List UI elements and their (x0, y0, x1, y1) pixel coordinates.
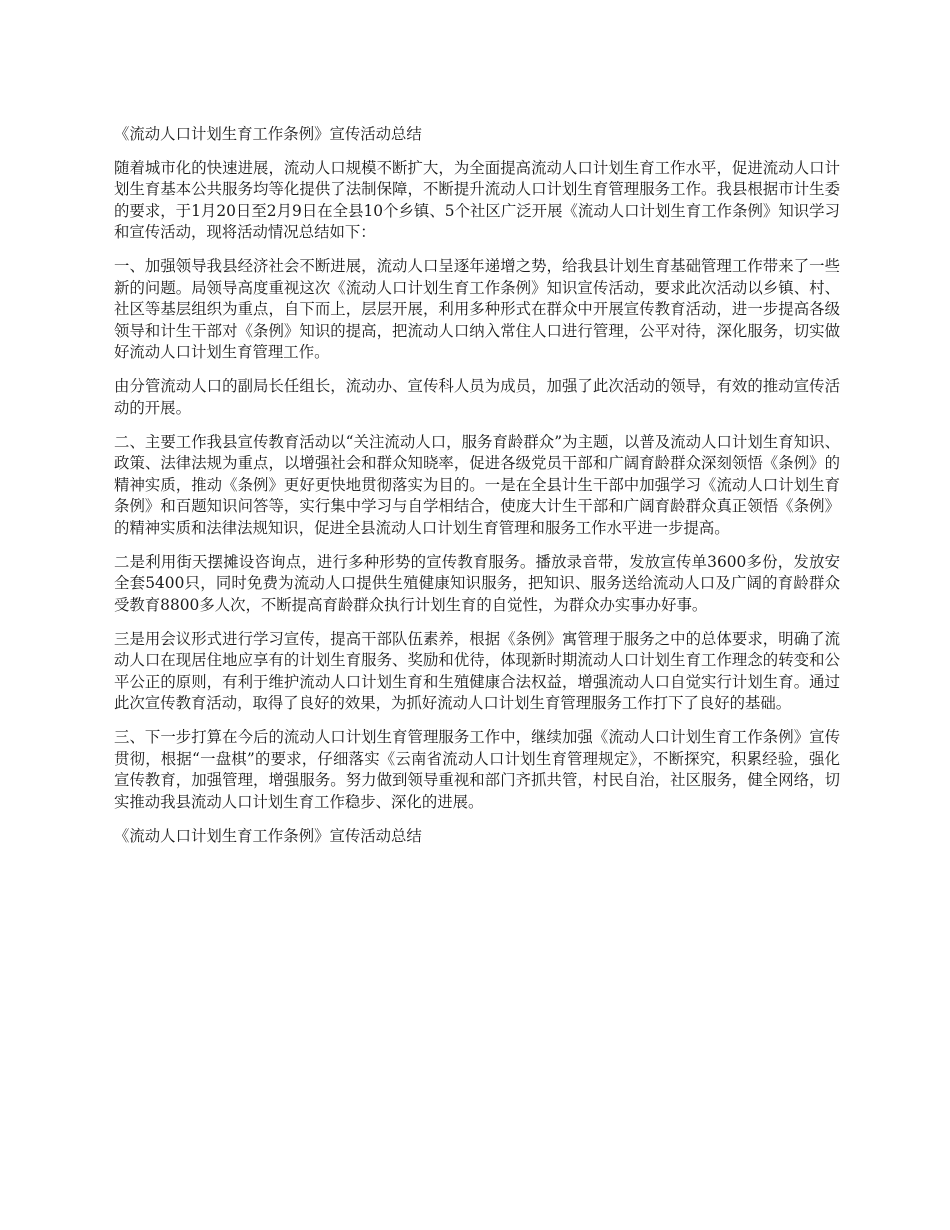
paragraph-section-leadership: 一、加强领导我县经济社会不断进展，流动人口呈逐年递增之势，给我县计划生育基础管理工作带来了一些新的问题。局领导高度重视这次《流动人口计划生育工作条例》知识宣传活动，要求此次活动以乡镇、村、社区等基层组织为重点，自下而上，层层开展，利用多种形式在群众中开展宣传教育活动，进一步提高各级领导和计生干部对《条例》知识的提高，把流动人口纳入常住人口进行管理，公平对待，深化服务，切实做好流动人口计划生育管理工作。 (114, 257, 840, 361)
paragraph-intro: 随着城市化的快速进展，流动人口规模不断扩大，为全面提高流动人口计划生育工作水平，促进流动人口计划生育基本公共服务均等化提供了法制保障，不断提升流动人口计划生育管理服务工作。我县根据市计生委的要求，于1月20日至2月9日在全县10个乡镇、5个社区广泛开展《流动人口计划生育工作条例》知识学习和宣传活动，现将活动情况总结如下： (114, 158, 840, 241)
paragraph-meeting-study: 三是用会议形式进行学习宣传，提高干部队伍素养，根据《条例》寓管理于服务之中的总体要求，明确了流动人口在现居住地应享有的计划生育服务、奖励和优待，体现新时期流动人口计划生育工作理念的转变和公平公正的原则，有利于维护流动人口计划生育和生殖健康合法权益，增强流动人口自觉实行计划生育。通过此次宣传教育活动，取得了良好的效果，为抓好流动人口计划生育管理服务工作打下了良好的基础。 (114, 629, 840, 712)
paragraph-leadership-group: 由分管流动人口的副局长任组长，流动办、宣传科人员为成员，加强了此次活动的领导，有效的推动宣传活动的开展。 (114, 377, 840, 417)
paragraph-street-consulting: 二是利用街天摆摊设咨询点，进行多种形势的宣传教育服务。播放录音带，发放宣传单3600多份，发放安全套5400只，同时免费为流动人口提供生殖健康知识服务，把知识、服务送给流动人口及广阔的育龄群众受教育8800多人次，不断提高育龄群众执行计划生育的自觉性，为群众办实事办好事。 (114, 552, 840, 614)
document-title: 《流动人口计划生育工作条例》宣传活动总结 (114, 125, 422, 143)
document-page (114, 124, 840, 847)
paragraph-section-next-steps: 三、下一步打算在今后的流动人口计划生育管理服务工作中，继续加强《流动人口计划生育工作条例》宣传贯彻，根据“一盘棋”的要求，仔细落实《云南省流动人口计划生育管理规定》，不断探究，积累经验，强化宣传教育，加强管理，增强服务。努力做到领导重视和部门齐抓共管，村民自治，社区服务，健全网络，切实推动我县流动人口计划生育工作稳步、深化的进展。 (114, 728, 840, 811)
paragraph-section-main-work: 二、主要工作我县宣传教育活动以“关注流动人口，服务育龄群众”为主题，以普及流动人口计划生育知识、政策、法律法规为重点，以增强社会和群众知晓率，促进各级党员干部和广阔育龄群众深刻领悟《条例》的精神实质，推动《条例》更好更快地贯彻落实为目的。一是在全县计生干部中加强学习《流动人口计划生育条例》和百题知识问答等，实行集中学习与自学相结合，使庞大计生干部和广阔育龄群众真正领悟《条例》的精神实质和法律法规知识，促进全县流动人口计划生育管理和服务工作水平进一步提高。 (114, 432, 840, 537)
document-footer-title: 《流动人口计划生育工作条例》宣传活动总结 (114, 826, 422, 845)
